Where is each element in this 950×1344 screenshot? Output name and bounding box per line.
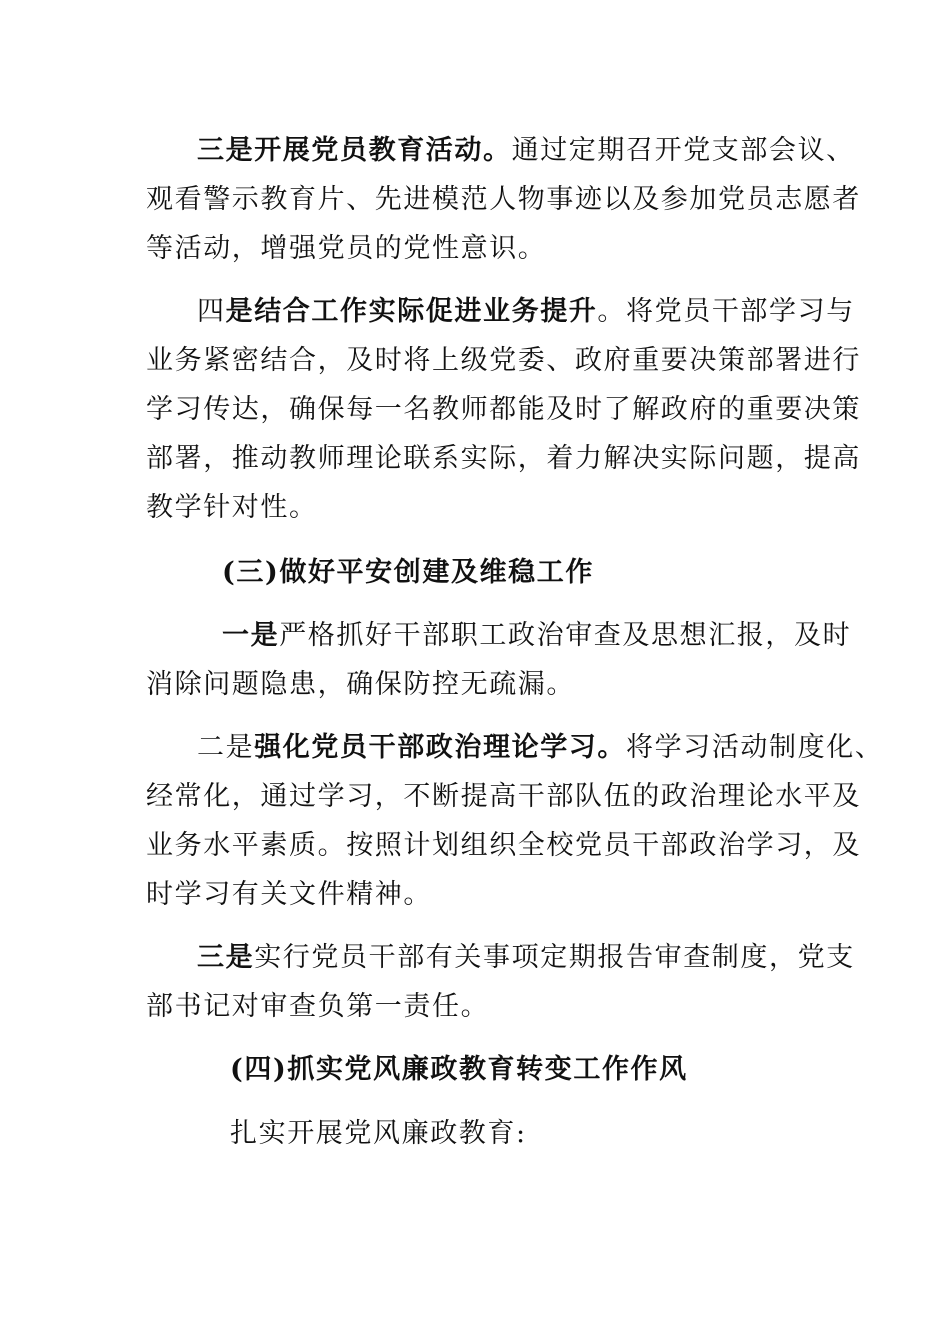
paragraph-line <box>197 133 855 169</box>
paragraph-line: 学习传达，确保每一名教师都能及时了解政府的重要决策 <box>146 394 861 425</box>
paragraph-line <box>197 730 883 766</box>
section-heading: (三)做好平安创建及维稳工作 <box>222 557 594 588</box>
paragraph-line: 观看警示教育片、先进模范人物事迹以及参加党员志愿者 <box>146 184 861 215</box>
section-heading: (四)抓实党风廉政教育转变工作作风 <box>230 1054 688 1085</box>
text-run: 二是 <box>197 732 255 763</box>
paragraph-line: 等活动，增强党员的党性意识。 <box>146 233 547 264</box>
text-run: 四 <box>197 296 226 327</box>
paragraph-line: 时学习有关文件精神。 <box>146 879 432 910</box>
bold-lead: 是结合工作实际促进业务提升 <box>225 296 598 327</box>
paragraph-line <box>197 940 855 976</box>
text-run: 实行党员干部有关事项定期报告审查制度，党支 <box>254 942 855 973</box>
text-run: 将学习活动制度化、 <box>626 732 884 763</box>
paragraph-line <box>197 294 855 330</box>
paragraph-line: 部书记对审查负第一责任。 <box>146 991 490 1022</box>
paragraph-line: 教学针对性。 <box>146 492 318 523</box>
text-run: 。将党员干部学习与 <box>597 296 855 327</box>
bold-lead: 三是开展党员教育活动。 <box>197 135 512 166</box>
text-run: 严格抓好干部职工政治审查及思想汇报，及时 <box>279 620 852 651</box>
bold-lead: 一是 <box>222 620 280 651</box>
paragraph-line: 业务紧密结合，及时将上级党委、政府重要决策部署进行 <box>146 345 861 376</box>
paragraph-line: 部署，推动教师理论联系实际，着力解决实际问题，提高 <box>146 443 861 474</box>
paragraph-line <box>222 618 851 654</box>
bold-lead: 三是 <box>197 942 255 973</box>
paragraph-line: 业务水平素质。按照计划组织全校党员干部政治学习，及 <box>146 830 861 861</box>
paragraph-line: 扎实开展党风廉政教育: <box>230 1118 527 1149</box>
text-run: 通过定期召开党支部会议、 <box>511 135 855 166</box>
bold-lead: 强化党员干部政治理论学习。 <box>254 732 627 763</box>
paragraph-line: 经常化，通过学习，不断提高干部队伍的政治理论水平及 <box>146 781 861 812</box>
paragraph-line: 消除问题隐患，确保防控无疏漏。 <box>146 669 575 700</box>
